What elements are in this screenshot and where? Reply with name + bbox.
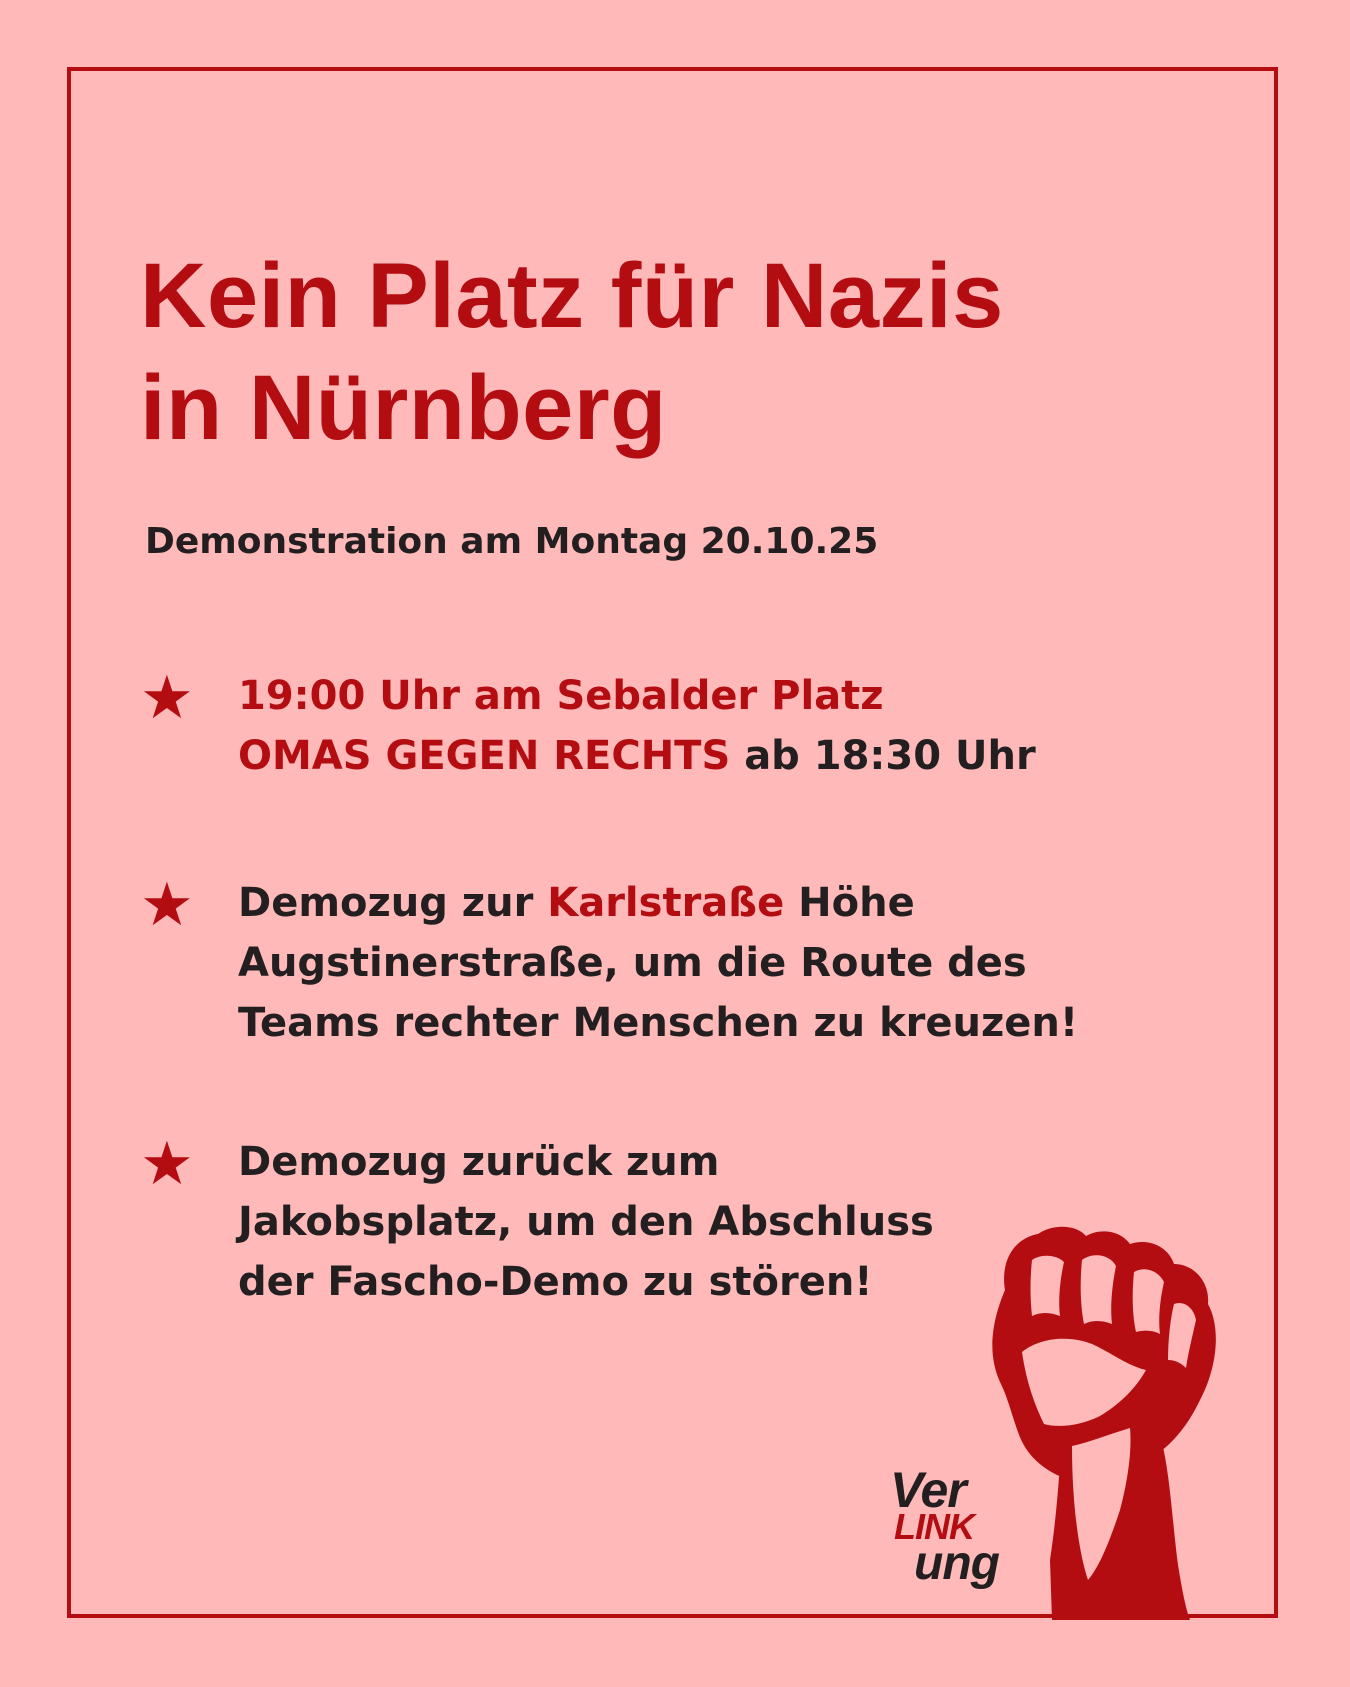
karlstrasse: Karlstraße xyxy=(547,880,785,926)
star-icon: ★ xyxy=(140,1129,194,1199)
omas-gegen-rechts: OMAS GEGEN RECHTS xyxy=(238,733,731,779)
star-icon: ★ xyxy=(140,870,194,940)
list-item-text xyxy=(238,873,1198,1053)
text-line: Jakobsplatz, um den Abschluss xyxy=(238,1199,934,1245)
omas-time: ab 18:30 Uhr xyxy=(730,733,1036,779)
text-fragment: Höhe xyxy=(784,880,915,926)
poster-title xyxy=(140,240,1240,464)
text-line: Demozug zurück zum xyxy=(238,1139,720,1185)
text-line: Teams rechter Menschen zu kreuzen! xyxy=(238,1000,1079,1046)
verlinkung-logo xyxy=(888,1462,1028,1595)
logo-line-3: ung xyxy=(914,1537,999,1590)
text-line: Augstinerstraße, um die Route des xyxy=(238,940,1027,986)
event-date: Demonstration am Montag 20.10.25 xyxy=(145,521,879,562)
meeting-time: 19:00 Uhr am Sebalder Platz xyxy=(238,673,884,719)
omas-line xyxy=(238,726,1198,786)
karlstrasse-line xyxy=(238,873,1198,933)
list-item-text xyxy=(238,666,1198,786)
logo-line-2: LINK xyxy=(894,1506,974,1547)
star-icon: ★ xyxy=(140,663,194,733)
title-line-1: Kein Platz für Nazis xyxy=(140,245,1004,347)
logo-line-1: Ver xyxy=(890,1462,966,1518)
title-line-2: in Nürnberg xyxy=(140,357,667,459)
text-line: der Fascho-Demo zu stören! xyxy=(238,1259,873,1305)
text-fragment: Demozug zur xyxy=(238,880,548,926)
